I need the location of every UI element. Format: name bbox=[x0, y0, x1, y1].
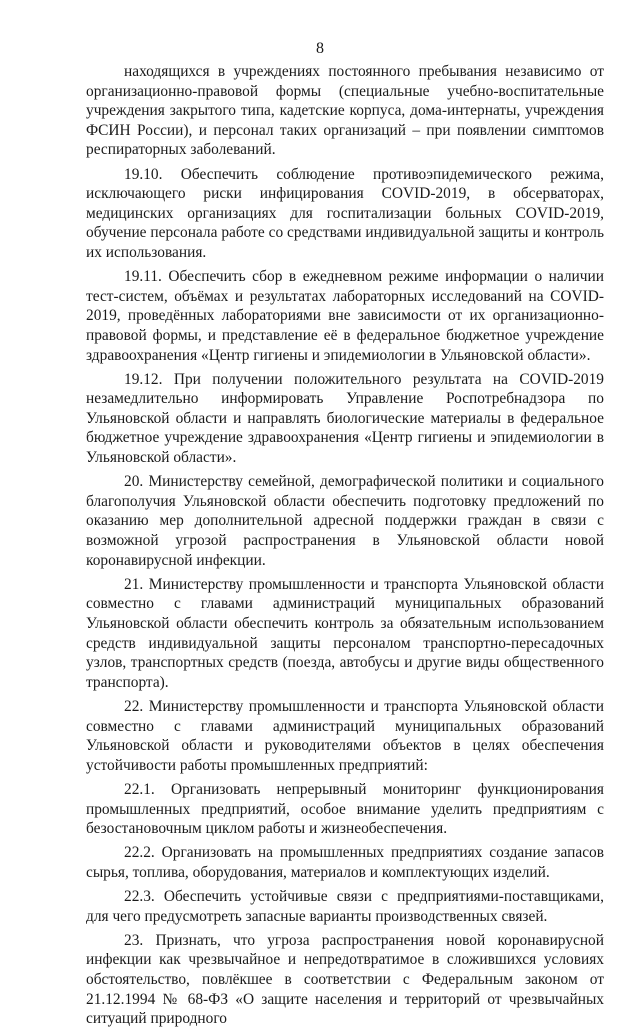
paragraph-22-3: 22.3. Обеспечить устойчивые связи с предприятиями-поставщиками, для чего предусмотреть запасные варианты производственных связей. bbox=[86, 888, 604, 925]
document-body bbox=[86, 62, 604, 1033]
paragraph-20: 20. Министерству семейной, демографической политики и социального благополучия Ульяновской области обеспечить подготовку предложений по оказанию мер дополнительной адресной поддержки граждан в связи с возможной угрозой распространения в Ульяновской области новой коронавирусной инфекции. bbox=[86, 473, 604, 569]
paragraph-19-11: 19.11. Обеспечить сбор в ежедневном режиме информации о наличии тест-систем, объёмах и результатах лабораторных исследований на COVID-2019, проведённых лабораториями вне зависимости от их организационно-правовой формы, и представление её в федеральное бюджетное учреждение здравоохранения «Центр гигиены и эпидемиологии в Ульяновской области». bbox=[86, 268, 604, 364]
paragraph-22: 22. Министерству промышленности и транспорта Ульяновской области совместно с главами администраций муниципальных образований Ульяновской области и руководителями объектов в целях обеспечения устойчивости работы промышленных предприятий: bbox=[86, 697, 604, 774]
paragraph-19-10: 19.10. Обеспечить соблюдение противоэпидемического режима, исключающего риски инфицирования COVID-2019, в обсерваторах, медицинских организациях для госпитализации больных COVID-2019, обучение персонала работе со средствами индивидуальной защиты и контроль их использования. bbox=[86, 165, 604, 261]
paragraph-23: 23. Признать, что угроза распространения новой коронавирусной инфекции как чрезвычайное и непредотвратимое в сложившихся условиях обстоятельство, повлёкшее в соответствии с Федеральным законом от 21.12.1994 № 68-ФЗ «О защите населения и территорий от чрезвычайных ситуаций природного bbox=[86, 931, 604, 1028]
paragraph-21: 21. Министерству промышленности и транспорта Ульяновской области совместно с главами администраций муниципальных образований Ульяновской области обеспечить контроль за обязательным использованием средств индивидуальной защиты персоналом транспортно-пересадочных узлов, транспортных средств (поезда, автобусы и другие виды общественного транспорта). bbox=[86, 575, 604, 691]
paragraph-continuation: находящихся в учреждениях постоянного пребывания независимо от организационно-правовой формы (специальные учебно-воспитательные учреждения закрытого типа, кадетские корпуса, дома-интернаты, учреждения ФСИН России), и персонал таких организаций – при появлении симптомов респираторных заболеваний. bbox=[86, 63, 604, 159]
paragraph-22-2: 22.2. Организовать на промышленных предприятиях создание запасов сырья, топлива, оборудования, материалов и комплектующих изделий. bbox=[86, 844, 604, 881]
paragraph-22-1: 22.1. Организовать непрерывный мониторинг функционирования промышленных предприятий, особое внимание уделить предприятиям с безостановочным циклом работы и жизнеобеспечения. bbox=[86, 780, 604, 838]
page-number: 8 bbox=[316, 40, 324, 57]
paragraph-19-12: 19.12. При получении положительного результата на COVID-2019 незамедлительно информировать Управление Роспотребнадзора по Ульяновской области и направлять биологические материалы в федеральное бюджетное учреждение здравоохранения «Центр гигиены и эпидемиологии в Ульяновской области». bbox=[86, 370, 604, 467]
